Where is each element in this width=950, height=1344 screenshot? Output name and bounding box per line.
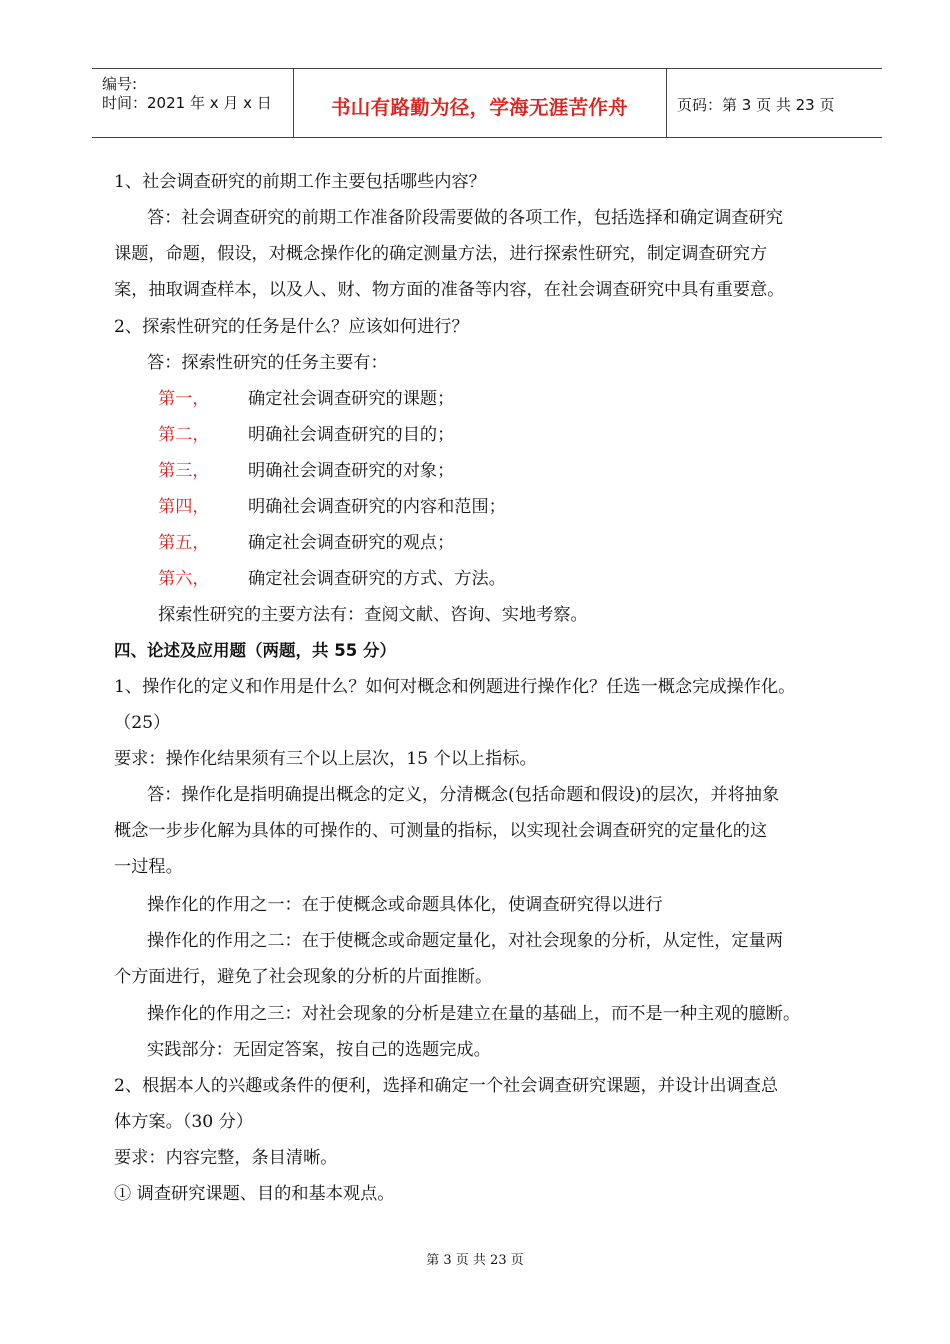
task-ordinal: 第一， — [158, 389, 210, 409]
header-page-number: 页码：第 3 页 共 23 页 — [677, 96, 835, 114]
role-2-line-2: 个方面进行，避免了社会现象的分析的片面推断。 — [114, 967, 493, 987]
question-2: 2、探索性研究的任务是什么？应该如何进行？ — [114, 317, 469, 337]
s4-answer-1-line-1: 答：操作化是指明确提出概念的定义，分清概念(包括命题和假设)的层次，并将抽象 — [147, 785, 780, 805]
practice-line: 实践部分：无固定答案，按自己的选题完成。 — [147, 1040, 491, 1060]
s4-question-1-requirement: 要求：操作化结果须有三个以上层次，15 个以上指标。 — [114, 749, 537, 769]
question-1: 1、社会调查研究的前期工作主要包括哪些内容？ — [114, 172, 486, 192]
task-text: 确定社会调查研究的观点； — [248, 533, 455, 553]
role-1: 操作化的作用之一：在于使概念或命题具体化，使调查研究得以进行 — [147, 895, 663, 915]
answer-1-line-3: 案，抽取调查样本，以及人、财、物方面的准备等内容，在社会调查研究中具有重要意。 — [114, 280, 785, 300]
role-3: 操作化的作用之三：对社会现象的分析是建立在量的基础上，而不是一种主观的臆断。 — [147, 1004, 801, 1024]
section-4-heading: 四、论述及应用题（两题，共 55 分） — [114, 641, 396, 660]
task-ordinal: 第五， — [158, 533, 210, 553]
list-item-1: ① 调查研究课题、目的和基本观点。 — [114, 1184, 395, 1204]
page-header — [92, 68, 882, 138]
task-text: 确定社会调查研究的课题； — [248, 389, 455, 409]
task-ordinal: 第三， — [158, 461, 210, 481]
s4-answer-1-line-2: 概念一步步化解为具体的可操作的、可测量的指标，以实现社会调查研究的定量化的这 — [114, 821, 768, 841]
header-page-cell — [667, 69, 882, 137]
role-2-line-1: 操作化的作用之二：在于使概念或命题定量化，对社会现象的分析，从定性，定量两 — [147, 931, 783, 951]
doc-number-label: 编号: — [102, 75, 138, 93]
task-text: 明确社会调查研究的对象； — [248, 461, 455, 481]
footer-page-number: 第 3 页 共 23 页 — [426, 1253, 524, 1268]
s4-question-1-line-1: 1、操作化的定义和作用是什么？如何对概念和例题进行操作化？任选一概念完成操作化。 — [114, 677, 796, 697]
task-ordinal: 第二， — [158, 425, 210, 445]
s4-question-2-requirement: 要求：内容完整，条目清晰。 — [114, 1148, 338, 1168]
task-text: 确定社会调查研究的方式、方法。 — [248, 569, 506, 589]
answer-1-line-1: 答：社会调查研究的前期工作准备阶段需要做的各项工作，包括选择和确定调查研究 — [147, 208, 783, 228]
doc-time-label: 时间：2021 年 x 月 x 日 — [102, 94, 272, 112]
s4-answer-1-line-3: 一过程。 — [114, 857, 183, 877]
task-ordinal: 第四， — [158, 497, 210, 517]
answer-1-line-2: 课题，命题，假设，对概念操作化的确定测量方法，进行探索性研究，制定调查研究方 — [114, 244, 768, 264]
s4-question-2-line-2: 体方案。（30 分） — [114, 1112, 254, 1132]
task-text: 明确社会调查研究的目的； — [248, 425, 455, 445]
header-motto: 书山有路勤为径，学海无涯苦作舟 — [330, 96, 628, 119]
task-ordinal: 第六， — [158, 569, 210, 589]
s4-question-1-line-2: （25） — [114, 713, 171, 733]
task-text: 明确社会调查研究的内容和范围； — [248, 497, 506, 517]
page-footer — [0, 1249, 950, 1268]
methods-line: 探索性研究的主要方法有：查阅文献、咨询、实地考察。 — [158, 605, 588, 625]
answer-2-intro: 答：探索性研究的任务主要有： — [147, 353, 388, 373]
s4-question-2-line-1: 2、根据本人的兴趣或条件的便利，选择和确定一个社会调查研究课题，并设计出调查总 — [114, 1076, 779, 1096]
header-motto-cell — [293, 69, 667, 137]
header-left-cell — [92, 69, 294, 137]
